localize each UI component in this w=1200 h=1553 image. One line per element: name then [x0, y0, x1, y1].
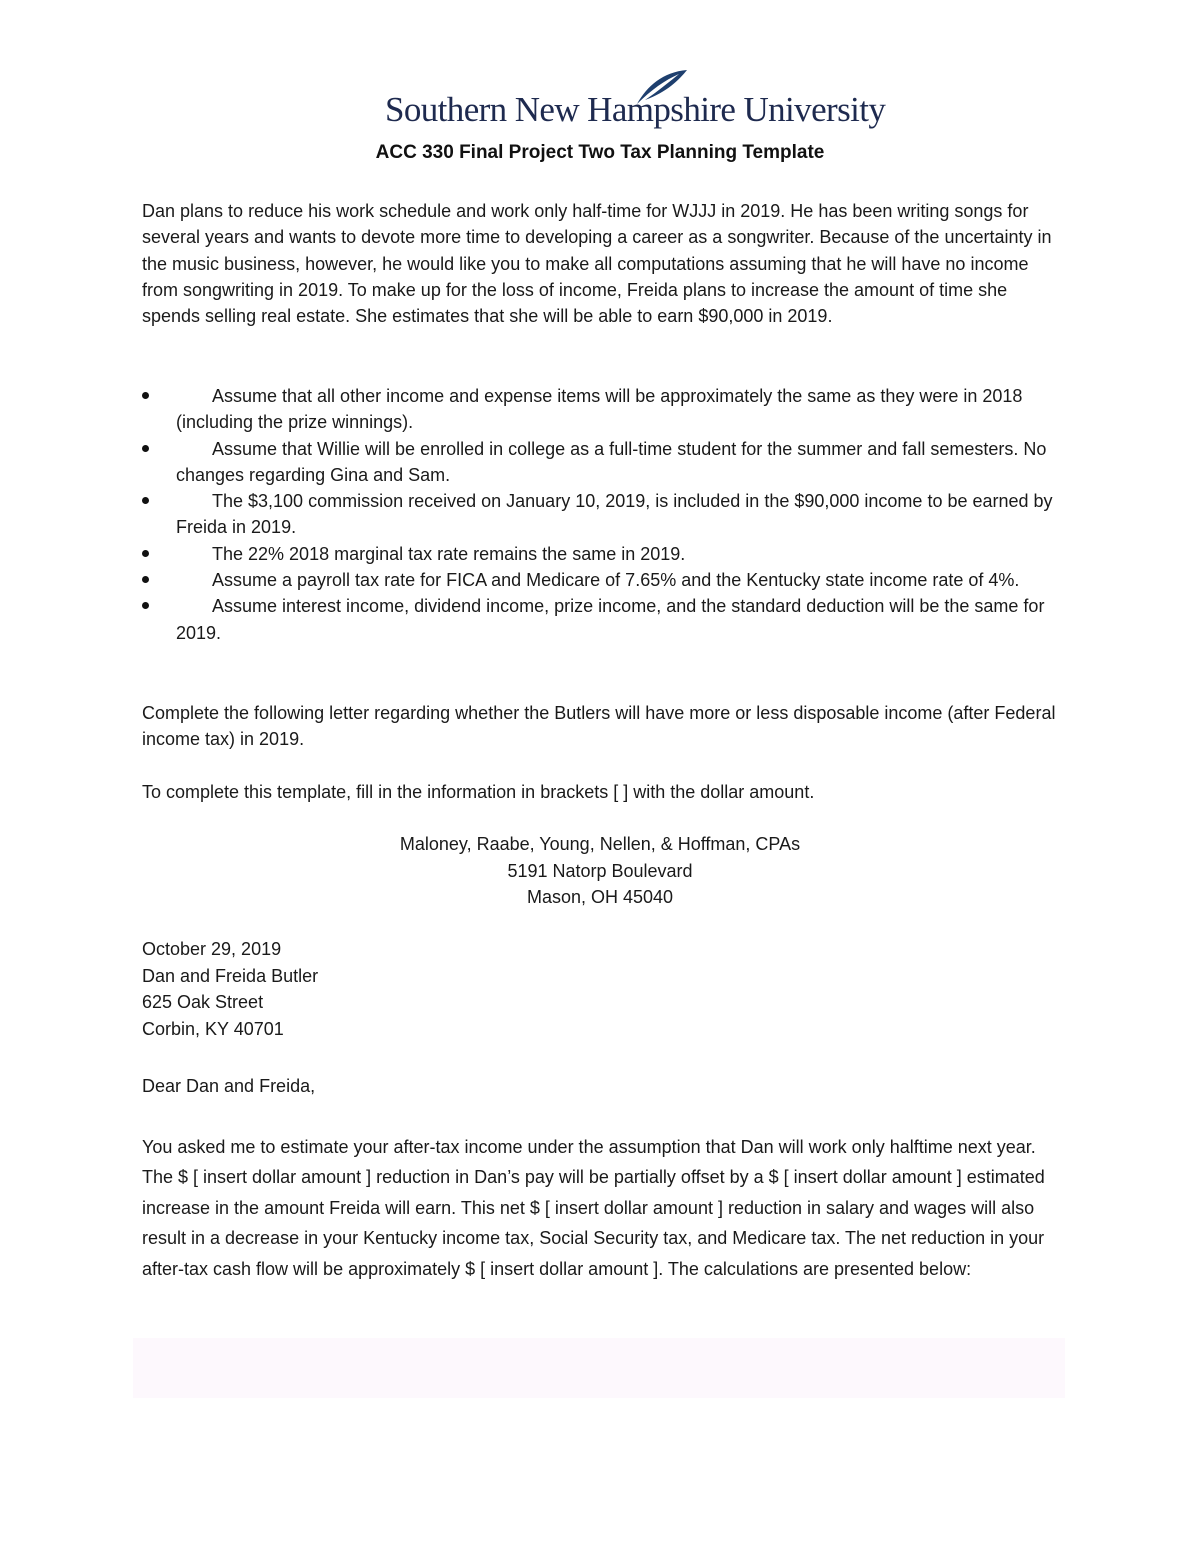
recipient-street: 625 Oak Street [142, 992, 264, 1012]
university-logo [385, 68, 886, 134]
letter-date: October 29, 2019 [142, 939, 282, 959]
intro-paragraph: Dan plans to reduce his work schedule and work only half-time for WJJJ in 2019. He has been writing songs for several years and wants to devote more time to developing a career as a songwriter. Because of the uncertainty in the music business, however, he would like you to make all computations assuming that he will have no income from songwriting in 2019. To make up for the loss of income, Freida plans to increase the amount of time she spends selling real estate. She estimates that she will be able to earn $90,000 in 2019. [142, 201, 1052, 327]
instructions-paragraph: To complete this template, fill in the information in brackets [ ] with the dollar amount. [142, 782, 815, 802]
list-item: The $3,100 commission received on January 10, 2019, is included in the $90,000 income to be earned by Freida in 2019. [142, 488, 1060, 541]
quill-leaf-icon [631, 68, 691, 108]
bullet-icon [142, 550, 149, 557]
bullet-icon [142, 445, 149, 452]
bullet-icon [142, 576, 149, 583]
assumptions-list [142, 383, 1060, 646]
firm-name: Maloney, Raabe, Young, Nellen, & Hoffman, CPAs [399, 834, 801, 854]
list-item: Assume interest income, dividend income, prize income, and the standard deduction will be the same for 2019. [142, 593, 1060, 646]
list-item: Assume that Willie will be enrolled in college as a full-time student for the summer and fall semesters. No changes regarding Gina and Sam. [142, 436, 1060, 489]
recipient-block [142, 936, 318, 1042]
list-item: Assume a payroll tax rate for FICA and Medicare of 7.65% and the Kentucky state income rate of 4%. [142, 567, 1060, 593]
recipient-name: Dan and Freida Butler [142, 965, 319, 986]
recipient-city: Corbin, KY 40701 [142, 1018, 284, 1039]
firm-city: Mason, OH 45040 [526, 887, 674, 907]
salutation: Dear Dan and Freida, [142, 1076, 316, 1096]
logo-wordmark: Southern New Hampshire University [385, 90, 886, 129]
page-title: ACC 330 Final Project Two Tax Planning Template [375, 142, 825, 163]
list-item: Assume that all other income and expense items will be approximately the same as they were in 2018 (including the prize winnings). [142, 383, 1060, 436]
letter-body: You asked me to estimate your after-tax income under the assumption that Dan will work only halftime next year. The $ [ insert dollar amount ] reduction in Dan’s pay will be partially offset by a $ [ insert dollar amount ] estimated increase in the amount Freida will earn. This net $ [ insert dollar amount ] reduction in salary and wages will also result in a decrease in your Kentucky income tax, Social Security tax, and Medicare tax. The net reduction in your after-tax cash flow will be approximately $ [ insert dollar amount ]. The calculations are presented below: [142, 1137, 1045, 1279]
bullet-icon [142, 392, 149, 399]
complete-letter-paragraph: Complete the following letter regarding whether the Butlers will have more or less disposable income (after Federal income tax) in 2019. [142, 703, 1056, 750]
firm-street: 5191 Natorp Boulevard [507, 860, 693, 881]
firm-letterhead [0, 831, 1200, 911]
bullet-icon [142, 497, 149, 504]
calculation-area [133, 1338, 1065, 1398]
bullet-icon [142, 602, 149, 609]
list-item: The 22% 2018 marginal tax rate remains the same in 2019. [142, 541, 1060, 567]
